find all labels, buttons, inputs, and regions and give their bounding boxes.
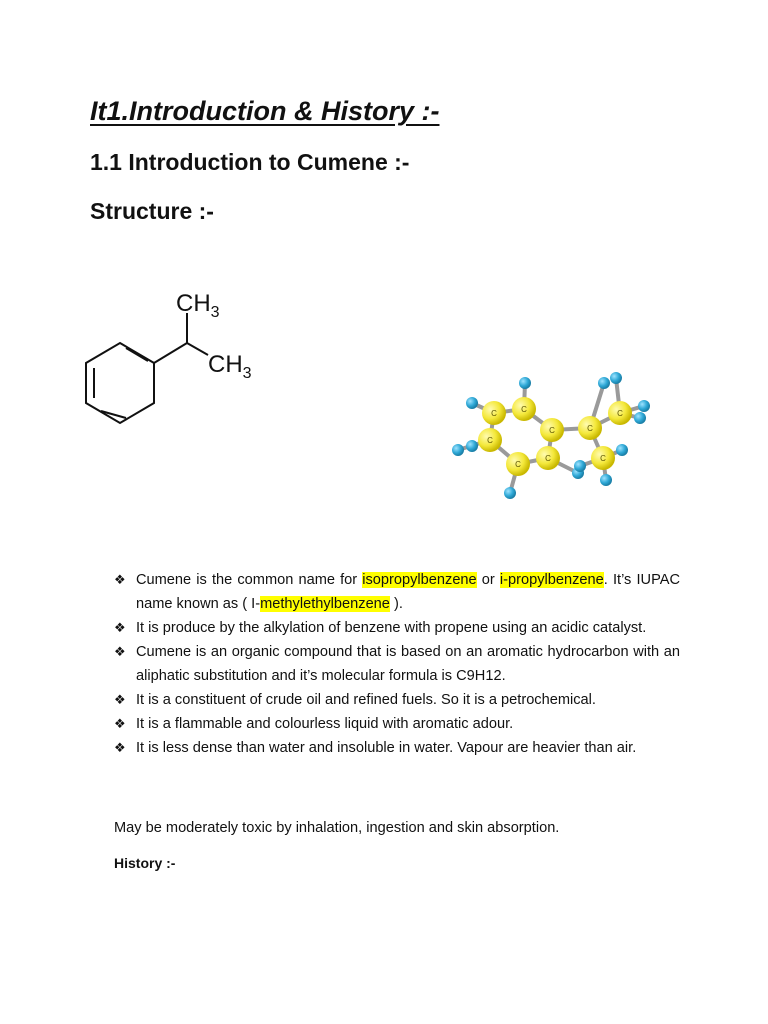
hydrogen-atom [466, 440, 478, 452]
carbon-label: C [617, 409, 623, 418]
bullet-icon: ❖ [114, 740, 126, 755]
property-list [114, 568, 680, 760]
isopropyl-bonds [154, 313, 208, 363]
list-item: ❖ It is less dense than water and insoluble in water. Vapour are heavier than air. [114, 736, 680, 760]
hydrogen-atom [638, 400, 650, 412]
hydrogen-atom [519, 377, 531, 389]
hydrogen-atom [634, 412, 646, 424]
bullet-icon: ❖ [114, 620, 126, 635]
carbon-label: C [600, 454, 606, 463]
section-heading: It1.Introduction & History :- [90, 96, 440, 126]
hydrogen-atom [504, 487, 516, 499]
hydrogen-atom [466, 397, 478, 409]
methyl-label-top: $CH_3$ [176, 290, 220, 321]
bullet-icon: ❖ [114, 692, 126, 707]
carbon-label: C [515, 460, 521, 469]
list-item: ❖ Cumene is the common name for isopropylbenzene or i-propylbenzene. It’s IUPAC name known as ( I-methylethylbenzene ). [114, 568, 680, 616]
bullet-icon: ❖ [114, 644, 126, 659]
model-atoms [452, 372, 650, 499]
hydrogen-atom [452, 444, 464, 456]
hydrogen-atom [600, 474, 612, 486]
subsection-heading: 1.1 Introduction to Cumene :- [90, 149, 410, 175]
list-item: ❖ Cumene is an organic compound that is based on an aromatic hydrocarbon with an aliphatic substitution and it’s molecular formula is C9H12. [114, 640, 680, 688]
highlighted-name: isopropylbenzene [362, 572, 477, 588]
benzene-ring [86, 343, 154, 423]
highlighted-name: methylethylbenzene [260, 596, 390, 612]
carbon-label: C [549, 426, 555, 435]
bullet-icon: ❖ [114, 572, 126, 587]
list-item: ❖ It is a constituent of crude oil and refined fuels. So it is a petrochemical. [114, 688, 680, 712]
carbon-label: C [587, 424, 593, 433]
hydrogen-atom [610, 372, 622, 384]
hydrogen-atom [616, 444, 628, 456]
hydrogen-atom [574, 460, 586, 472]
hydrogen-atom [598, 377, 610, 389]
methyl-label-bottom: $CH_3$ [208, 351, 252, 382]
carbon-label: C [491, 409, 497, 418]
toxicity-note: May be moderately toxic by inhalation, ingestion and skin absorption. [114, 820, 560, 836]
highlighted-name: i-propylbenzene [499, 572, 604, 588]
ball-stick-model [430, 268, 670, 518]
carbon-label: C [545, 454, 551, 463]
structure-heading: Structure :- [90, 198, 214, 224]
list-item: ❖ It is a flammable and colourless liquid with aromatic adour. [114, 712, 680, 736]
carbon-label: C [521, 405, 527, 414]
skeletal-formula [70, 280, 280, 430]
carbon-label: C [487, 436, 493, 445]
list-item: ❖ It is produce by the alkylation of benzene with propene using an acidic catalyst. [114, 616, 680, 640]
bullet-icon: ❖ [114, 716, 126, 731]
history-heading: History :- [114, 855, 176, 871]
